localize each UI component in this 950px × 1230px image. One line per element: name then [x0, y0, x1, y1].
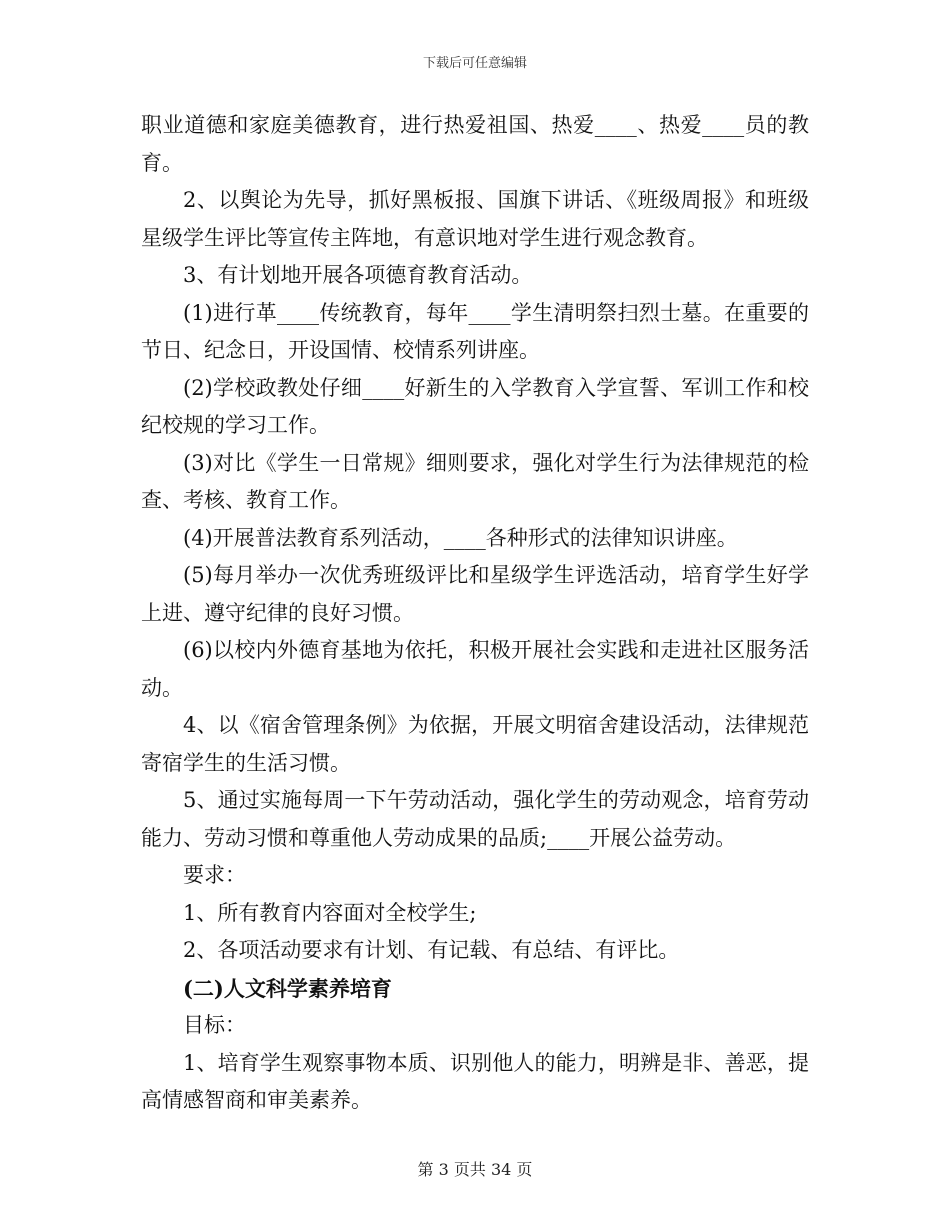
paragraph-item-2: 2、以舆论为先导，抓好黑板报、国旗下讲话、《班级周报》和班级星级学生评比等宣传主阵地，有意识地对学生进行观念教育。	[141, 188, 809, 250]
paragraph-requirements-label: 要求：	[183, 863, 246, 887]
paragraph-subitem-6: (6)以校内外德育基地为依托，积极开展社会实践和走进社区服务活动。	[141, 638, 809, 700]
paragraph-subitem-2: (2)学校政教处仔细____好新生的入学教育入学宣誓、军训工作和校纪校规的学习工作。	[141, 375, 809, 437]
paragraph-requirement-2: 2、各项活动要求有计划、有记载、有总结、有评比。	[183, 938, 680, 962]
paragraph-continuation: 职业道德和家庭美德教育，进行热爱祖国、热爱____、热爱____员的教育。	[141, 113, 809, 175]
paragraph-requirement-1: 1、所有教育内容面对全校学生;	[183, 900, 477, 925]
section-heading: (二)人文科学素养培育	[183, 975, 392, 1001]
paragraph-subitem-4: (4)开展普法教育系列活动，____各种形式的法律知识讲座。	[183, 525, 738, 550]
page-header: 下载后可任意编辑	[422, 56, 527, 71]
document-body	[141, 107, 809, 1120]
paragraph-subitem-5: (5)每月举办一次优秀班级评比和星级学生评选活动，培育学生好学上进、遵守纪律的良好习惯。	[141, 563, 809, 625]
paragraph-subitem-3: (3)对比《学生一日常规》细则要求，强化对学生行为法律规范的检查、考核、教育工作。	[141, 450, 809, 512]
page-footer: 第 3 页共 34 页	[417, 1160, 533, 1179]
paragraph-goal-1: 1、培育学生观察事物本质、识别他人的能力，明辨是非、善恶，提高情感智商和审美素养。	[141, 1050, 809, 1112]
paragraph-item-3: 3、有计划地开展各项德育教育活动。	[183, 263, 533, 287]
paragraph-goals-label: 目标：	[183, 1013, 246, 1037]
paragraph-item-5: 5、通过实施每周一下午劳动活动，强化学生的劳动观念，培育劳动能力、劳动习惯和尊重他人劳动成果的品质;____开展公益劳动。	[141, 788, 809, 850]
paragraph-subitem-1: (1)进行革____传统教育，每年____学生清明祭扫烈士墓。在重要的节日、纪念日，开设国情、校情系列讲座。	[141, 300, 809, 362]
paragraph-item-4: 4、以《宿舍管理条例》为依据，开展文明宿舍建设活动，法律规范寄宿学生的生活习惯。	[141, 713, 809, 775]
